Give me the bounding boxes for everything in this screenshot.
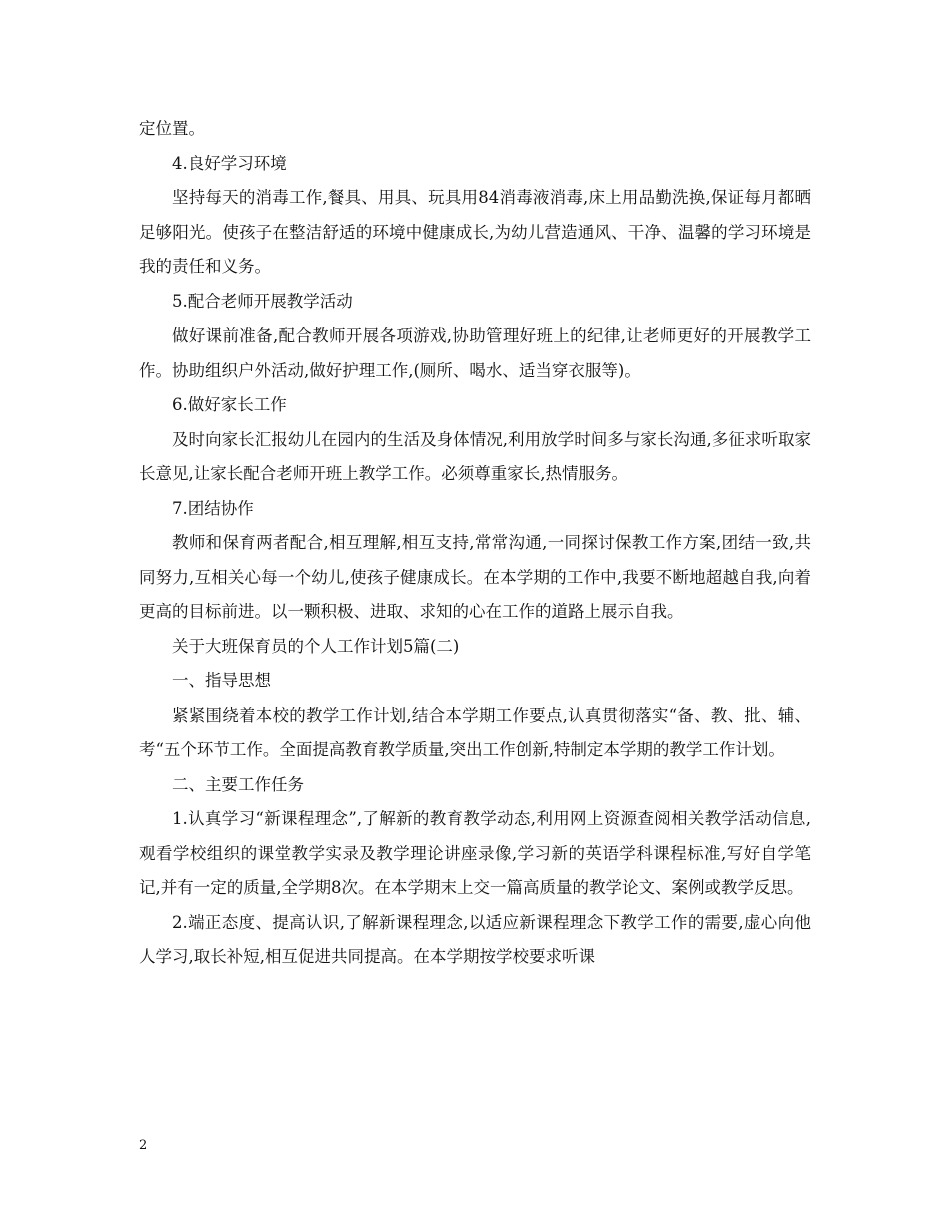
heading-learning-environment: 4.良好学习环境 xyxy=(172,153,287,173)
paragraph-task-one: 1.认真学习“新课程理念”,了解新的教育教学动态,利用网上资源查阅相关教学活动信息,观看学校组织的课堂教学实录及教学理论讲座录像,学习新的英语学科课程标准,写好自学笔记,并有一定的质量,全学期8次。在本学期末上交一篇高质量的教学论文、案例或教学反思。 xyxy=(139,809,811,897)
heading-main-tasks: 二、主要工作任务 xyxy=(172,774,304,794)
paragraph-teamwork: 教师和保育两者配合,相互理解,相互支持,常常沟通,一同探讨保教工作方案,团结一致,共同努力,互相关心每一个幼儿,使孩子健康成长。在本学期的工作中,我要不断地超越自我,向着更高的目标前进。以一颗积极、进取、求知的心在工作的道路上展示自我。 xyxy=(139,533,811,621)
paragraph-continuation: 定位置。 xyxy=(139,119,205,138)
paragraph-guiding-thought: 紧紧围绕着本校的教学工作计划,结合本学期工作要点,认真贯彻落实“备、教、批、辅、考“五个环节工作。全面提高教育教学质量,突出工作创新,特制定本学期的教学工作计划。 xyxy=(139,705,811,759)
paragraph-task-two: 2.端正态度、提高认识,了解新课程理念,以适应新课程理念下教学工作的需要,虚心向他人学习,取长补短,相互促进共同提高。在本学期按学校要求听课 xyxy=(139,912,811,966)
paragraph-assist-teaching: 做好课前准备,配合教师开展各项游戏,协助管理好班上的纪律,让老师更好的开展教学工作。协助组织户外活动,做好护理工作,(厕所、喝水、适当穿衣服等)。 xyxy=(139,326,811,380)
paragraph-parent-work: 及时向家长汇报幼儿在园内的生活及身体情况,利用放学时间多与家长沟通,多征求听取家长意见,让家长配合老师开班上教学工作。必须尊重家长,热情服务。 xyxy=(139,429,811,483)
heading-guiding-thought: 一、指导思想 xyxy=(172,671,271,690)
heading-assist-teaching: 5.配合老师开展教学活动 xyxy=(172,291,353,311)
heading-parent-work: 6.做好家长工作 xyxy=(172,395,287,414)
section-title-plan-two: 关于大班保育员的个人工作计划5篇(二) xyxy=(172,636,460,656)
page-number: 2 xyxy=(139,1138,148,1153)
paragraph-disinfection: 坚持每天的消毒工作,餐具、用具、玩具用84消毒液消毒,床上用品勤洗换,保证每月都晒足够阳光。使孩子在整洁舒适的环境中健康成长,为幼儿营造通风、干净、温馨的学习环境是我的责任和义务。 xyxy=(139,188,811,276)
document-body xyxy=(139,112,811,975)
heading-teamwork: 7.团结协作 xyxy=(172,498,254,518)
